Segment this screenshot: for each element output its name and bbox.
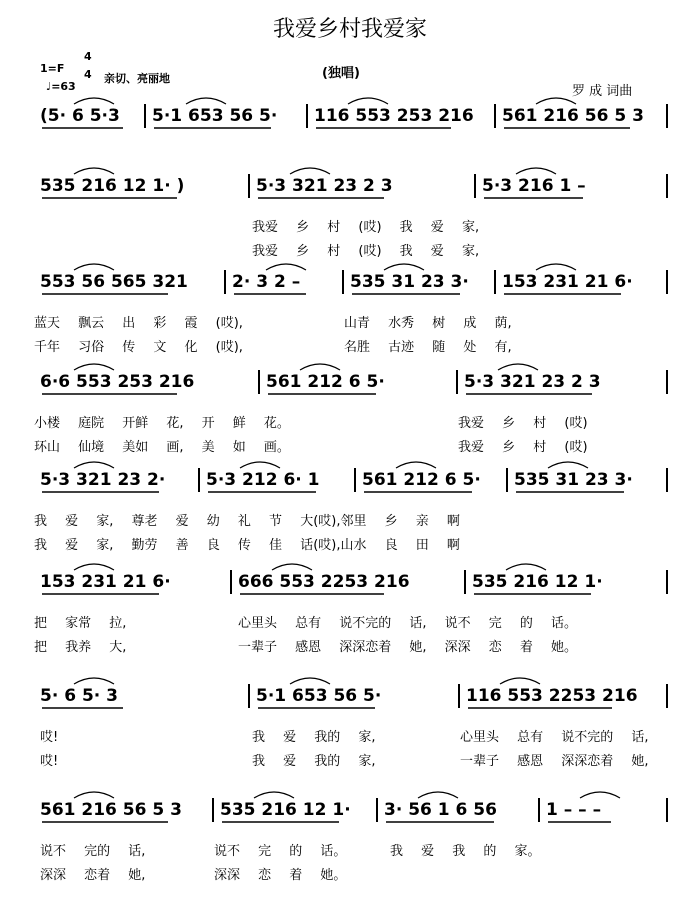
- measure: 5·1 653 56 5·: [256, 686, 382, 706]
- measure: 5·3 212 6· 1: [206, 470, 320, 490]
- slur: [290, 168, 330, 174]
- lyric-line: 把 我养 大,: [34, 640, 127, 655]
- bar-line: [494, 104, 496, 128]
- slur: [300, 364, 340, 370]
- bar-line: [666, 684, 668, 708]
- bar-line: [376, 798, 378, 822]
- bar-line: [306, 104, 308, 128]
- lyric-line: 哎!: [40, 730, 59, 745]
- slur: [74, 462, 114, 468]
- measure: 1 – – –: [546, 800, 602, 820]
- slur: [74, 678, 114, 684]
- lyric-line: 千年 习俗 传 文 化 (哎),: [34, 340, 243, 355]
- slur: [506, 564, 546, 570]
- measure: 535 31 23 3·: [350, 272, 469, 292]
- lyric-line: 深深 恋 着 她。: [214, 868, 347, 883]
- slur: [74, 168, 114, 174]
- bar-line: [248, 684, 250, 708]
- slur: [500, 678, 540, 684]
- measure: 561 216 56 5 3: [502, 106, 644, 126]
- bar-line: [474, 174, 476, 198]
- lyric-line: 我爱 乡 村 (哎): [458, 416, 588, 431]
- lyric-line: 心里头 总有 说不完的 话,: [460, 730, 649, 745]
- lyric-line: 说不 完的 话,: [40, 844, 146, 859]
- measure: 153 231 21 6·: [502, 272, 633, 292]
- measure: 5·3 216 1 –: [482, 176, 586, 196]
- measure: 6·6 553 253 216: [40, 372, 195, 392]
- slur: [74, 264, 114, 270]
- lyric-line: 我 爱 家, 尊老 爱 幼 礼 节 大(哎),邻里 乡 亲 啊: [34, 514, 460, 529]
- measure: 2· 3 2 –: [232, 272, 301, 292]
- bar-line: [494, 270, 496, 294]
- lyric-line: 我爱 乡 村 (哎) 我 爱 家,: [252, 220, 480, 235]
- slur: [272, 564, 312, 570]
- slur: [384, 264, 424, 270]
- bar-line: [464, 570, 466, 594]
- bar-line: [666, 104, 668, 128]
- lyric-line: 山青 水秀 树 成 荫,: [344, 316, 512, 331]
- slur: [548, 462, 588, 468]
- slur: [536, 264, 576, 270]
- slur: [74, 364, 114, 370]
- bar-line: [258, 370, 260, 394]
- slur: [74, 564, 114, 570]
- bar-line: [198, 468, 200, 492]
- lyric-line: 深深 恋着 她,: [40, 868, 146, 883]
- measure: 561 212 6 5·: [266, 372, 385, 392]
- slur: [290, 678, 330, 684]
- slur: [396, 462, 436, 468]
- measure: 116 553 253 216: [314, 106, 474, 126]
- slur: [240, 462, 280, 468]
- measure: 5·3 321 23 2·: [40, 470, 166, 490]
- time-signature-top: 4: [84, 50, 92, 63]
- measure: 116 553 2253 216: [466, 686, 638, 706]
- composer-credit: 罗 成 词曲: [572, 84, 633, 99]
- measure: 535 216 12 1·: [472, 572, 603, 592]
- slur: [498, 364, 538, 370]
- measure: 535 31 23 3·: [514, 470, 633, 490]
- bar-line: [456, 370, 458, 394]
- measure: 5· 6 5· 3: [40, 686, 118, 706]
- slur: [266, 264, 306, 270]
- slur: [516, 168, 556, 174]
- bar-line: [224, 270, 226, 294]
- key-signature: 1=F: [40, 62, 65, 75]
- bar-line: [666, 570, 668, 594]
- measure: 561 216 56 5 3: [40, 800, 182, 820]
- lyric-line: 蓝天 飘云 出 彩 霞 (哎),: [34, 316, 243, 331]
- slur: [186, 98, 226, 104]
- bar-line: [212, 798, 214, 822]
- lyric-line: 心里头 总有 说不完的 话, 说不 完 的 话。: [238, 616, 578, 631]
- bar-line: [144, 104, 146, 128]
- lyric-line: 我 爱 家, 勤劳 善 良 传 佳 话(哎),山水 良 田 啊: [34, 538, 460, 553]
- measure: 5·3 321 23 2 3: [256, 176, 393, 196]
- time-signature-bottom: 4: [84, 68, 92, 81]
- lyric-line: 我爱 乡 村 (哎): [458, 440, 588, 455]
- lyric-line: 我 爱 我的 家,: [252, 730, 376, 745]
- slur: [74, 792, 114, 798]
- bar-line: [666, 270, 668, 294]
- bar-line: [506, 468, 508, 492]
- bar-line: [230, 570, 232, 594]
- lyric-line: 一辈子 感恩 深深恋着 她, 深深 恋 着 她。: [238, 640, 578, 655]
- lyric-line: 环山 仙境 美如 画, 美 如 画。: [34, 440, 290, 455]
- lyric-line: 一辈子 感恩 深深恋着 她,: [460, 754, 649, 769]
- bar-line: [666, 798, 668, 822]
- slur: [348, 98, 388, 104]
- lyric-line: 我 爱 我 的 家。: [390, 844, 541, 859]
- lyric-line: 我 爱 我的 家,: [252, 754, 376, 769]
- bar-line: [354, 468, 356, 492]
- bar-line: [458, 684, 460, 708]
- tempo-mark: ♩=63: [46, 80, 76, 93]
- measure: 553 56 565 321: [40, 272, 188, 292]
- lyric-line: 名胜 古迹 随 处 有,: [344, 340, 512, 355]
- bar-line: [538, 798, 540, 822]
- bar-line: [342, 270, 344, 294]
- measure: 3· 56 1 6 56: [384, 800, 497, 820]
- slur: [254, 792, 294, 798]
- lyric-line: 说不 完 的 话。: [214, 844, 347, 859]
- bar-line: [248, 174, 250, 198]
- slur: [580, 792, 620, 798]
- measure: (5· 6 5·3: [40, 106, 120, 126]
- lyric-line: 小楼 庭院 开鲜 花, 开 鲜 花。: [34, 416, 290, 431]
- lyric-line: 把 家常 拉,: [34, 616, 127, 631]
- measure: 153 231 21 6·: [40, 572, 171, 592]
- slur: [536, 98, 576, 104]
- subtitle: (独唱): [322, 66, 360, 81]
- measure: 535 216 12 1· ): [40, 176, 185, 196]
- measure: 666 553 2253 216: [238, 572, 410, 592]
- bar-line: [666, 370, 668, 394]
- measure: 561 212 6 5·: [362, 470, 481, 490]
- slur: [74, 98, 114, 104]
- lyric-line: 哎!: [40, 754, 59, 769]
- lyric-line: 我爱 乡 村 (哎) 我 爱 家,: [252, 244, 480, 259]
- page-title: 我爱乡村我爱家: [272, 17, 427, 42]
- measure: 535 216 12 1·: [220, 800, 351, 820]
- measure: 5·1 653 56 5·: [152, 106, 278, 126]
- measure: 5·3 321 23 2 3: [464, 372, 601, 392]
- bar-line: [666, 174, 668, 198]
- slur: [418, 792, 458, 798]
- expression-mark: 亲切、亮丽地: [104, 72, 170, 85]
- bar-line: [666, 468, 668, 492]
